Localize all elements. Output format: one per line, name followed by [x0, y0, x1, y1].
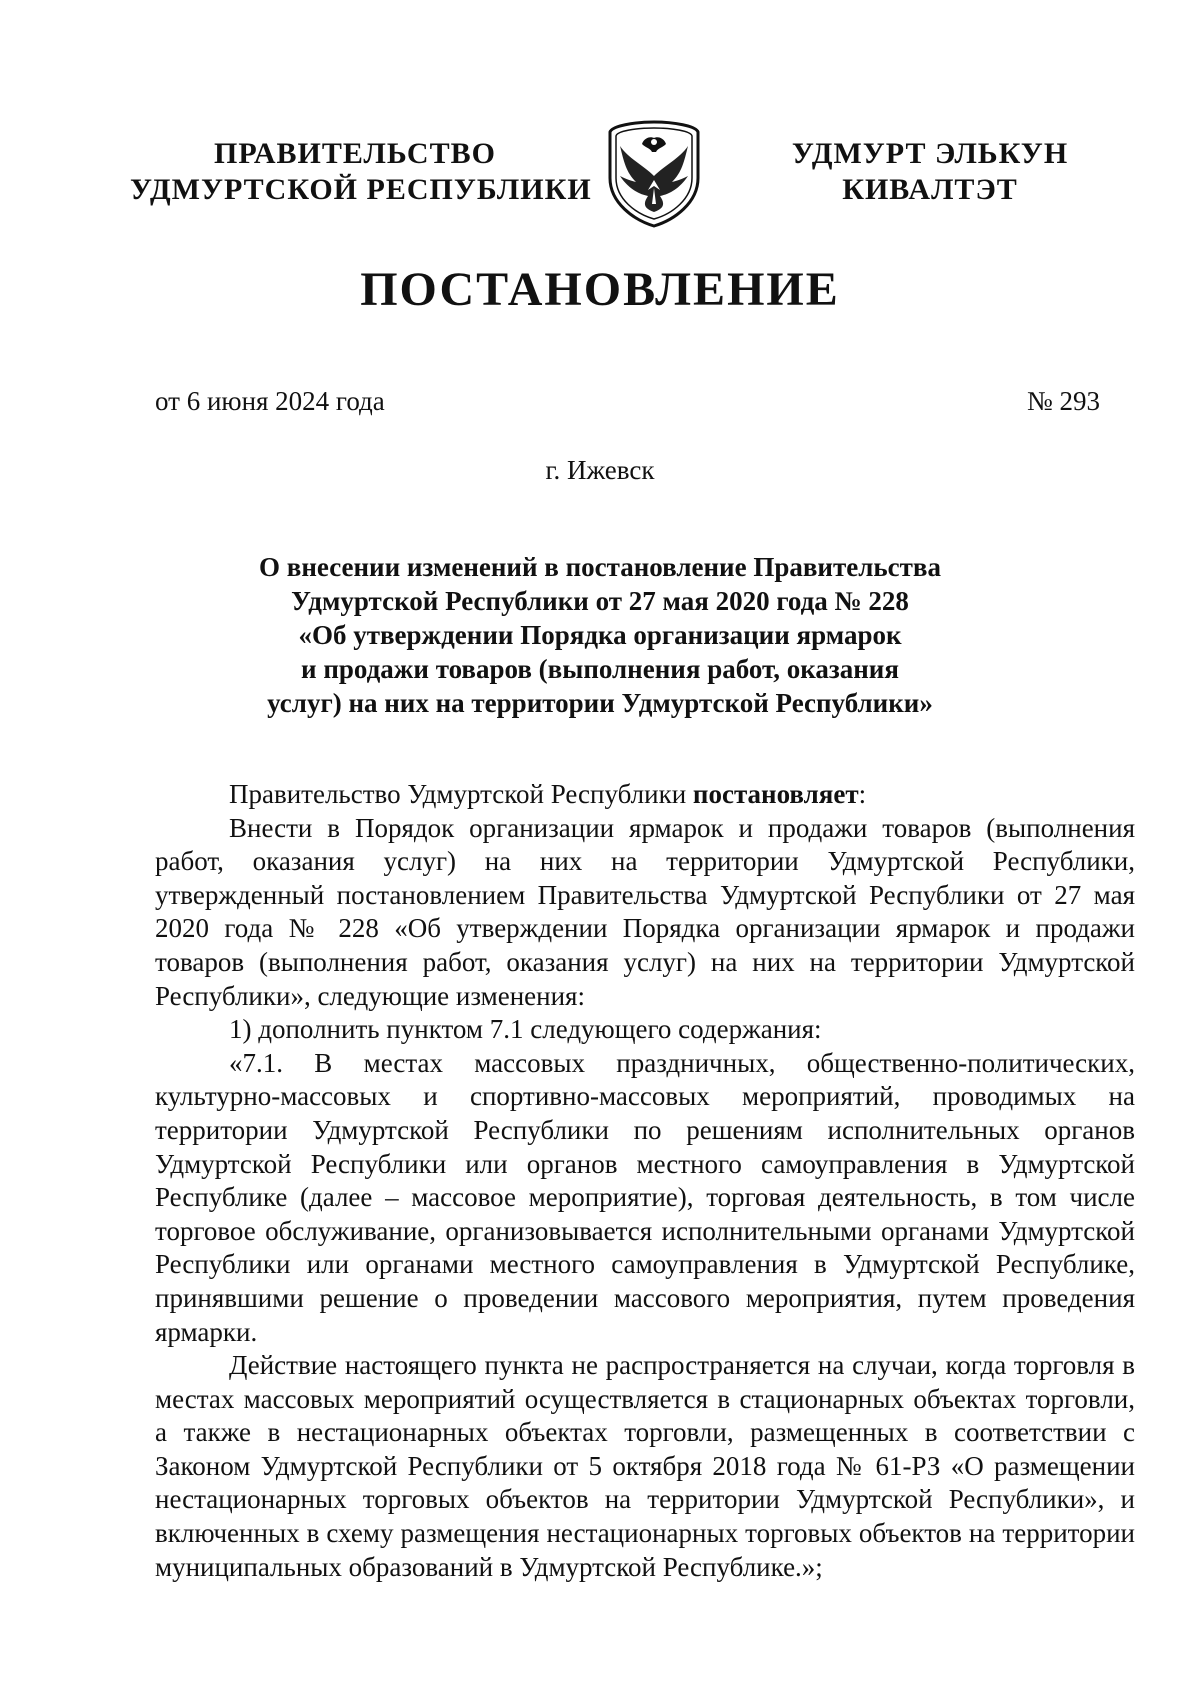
body-paragraph: Действие настоящего пункта не распространяется на случаи, когда торговля в местах массовых мероприятий осуществляется в стационарных объектах торговли, а также в нестационарных объектах торговли, размещенных в соответствии с Законом Удмуртской Республики от 5 октября 2018 года № 61-РЗ «О размещении нестационарных торговых объектов на территории Удмуртской Республики», и включенных в схему размещения нестационарных торговых объектов на территории муниципальных образований в Удмуртской Республике.»;: [155, 1350, 1135, 1582]
document-number: № 293: [1026, 386, 1100, 416]
header-right-line2: КИВАЛТЭТ: [842, 173, 1018, 206]
document-date: от 6 июня 2024 года: [155, 386, 385, 416]
subject-line: «Об утверждении Порядка организации ярмарок: [298, 620, 902, 650]
header-right-line1: УДМУРТ ЭЛЬКУН: [791, 137, 1069, 170]
body-paragraph: Внести в Порядок организации ярмарок и продажи товаров (выполнения работ, оказания услуг) на них на территории Удмуртской Республики, утвержденный постановлением Правительства Удмуртской Республики от 27 мая 2020 года № 228 «Об утверждении Порядка организации ярмарок и продажи товаров (выполнения работ, оказания услуг) на них на территории Удмуртской Республики», следующие изменения:: [155, 812, 1135, 1011]
subject-line: Удмуртской Республики от 27 мая 2020 года № 228: [291, 586, 909, 616]
document-city: г. Ижевск: [545, 455, 655, 485]
subject-line: О внесении изменений в постановление Правительства: [259, 552, 941, 582]
udmurt-coat-of-arms-icon: [604, 118, 704, 228]
header-right: [770, 136, 1090, 208]
document-body: [155, 778, 1135, 1584]
resolves-bold: постановляет: [692, 779, 859, 809]
body-paragraph: 1) дополнить пунктом 7.1 следующего содержания:: [229, 1014, 822, 1045]
document-type-title: ПОСТАНОВЛЕНИЕ: [360, 263, 840, 316]
header-left-line2: УДМУРТСКОЙ РЕСПУБЛИКИ: [130, 173, 592, 206]
header-left-line1: ПРАВИТЕЛЬСТВО: [214, 137, 496, 170]
resolves-text: Правительство Удмуртской Республики: [229, 779, 693, 809]
body-paragraph-resolves: [155, 778, 1135, 812]
header-left: [130, 136, 592, 208]
document-subject: [220, 550, 980, 720]
resolves-colon: :: [858, 779, 867, 809]
subject-line: услуг) на них на территории Удмуртской Республики»: [267, 688, 933, 718]
body-paragraph: «7.1. В местах массовых праздничных, общественно-политических, культурно-массовых и спортивно-массовых мероприятий, проводимых на территории Удмуртской Республики по решениям исполнительных органов Удмуртской Республики или органов местного самоуправления в Удмуртской Республике (далее – массовое мероприятие), торговая деятельность, в том числе торговое обслуживание, организовывается исполнительными органами Удмуртской Республики или органами местного самоуправления в Удмуртской Республике, принявшими решение о проведении массового мероприятия, путем проведения ярмарки.: [155, 1047, 1135, 1347]
subject-line: и продажи товаров (выполнения работ, оказания: [301, 654, 899, 684]
